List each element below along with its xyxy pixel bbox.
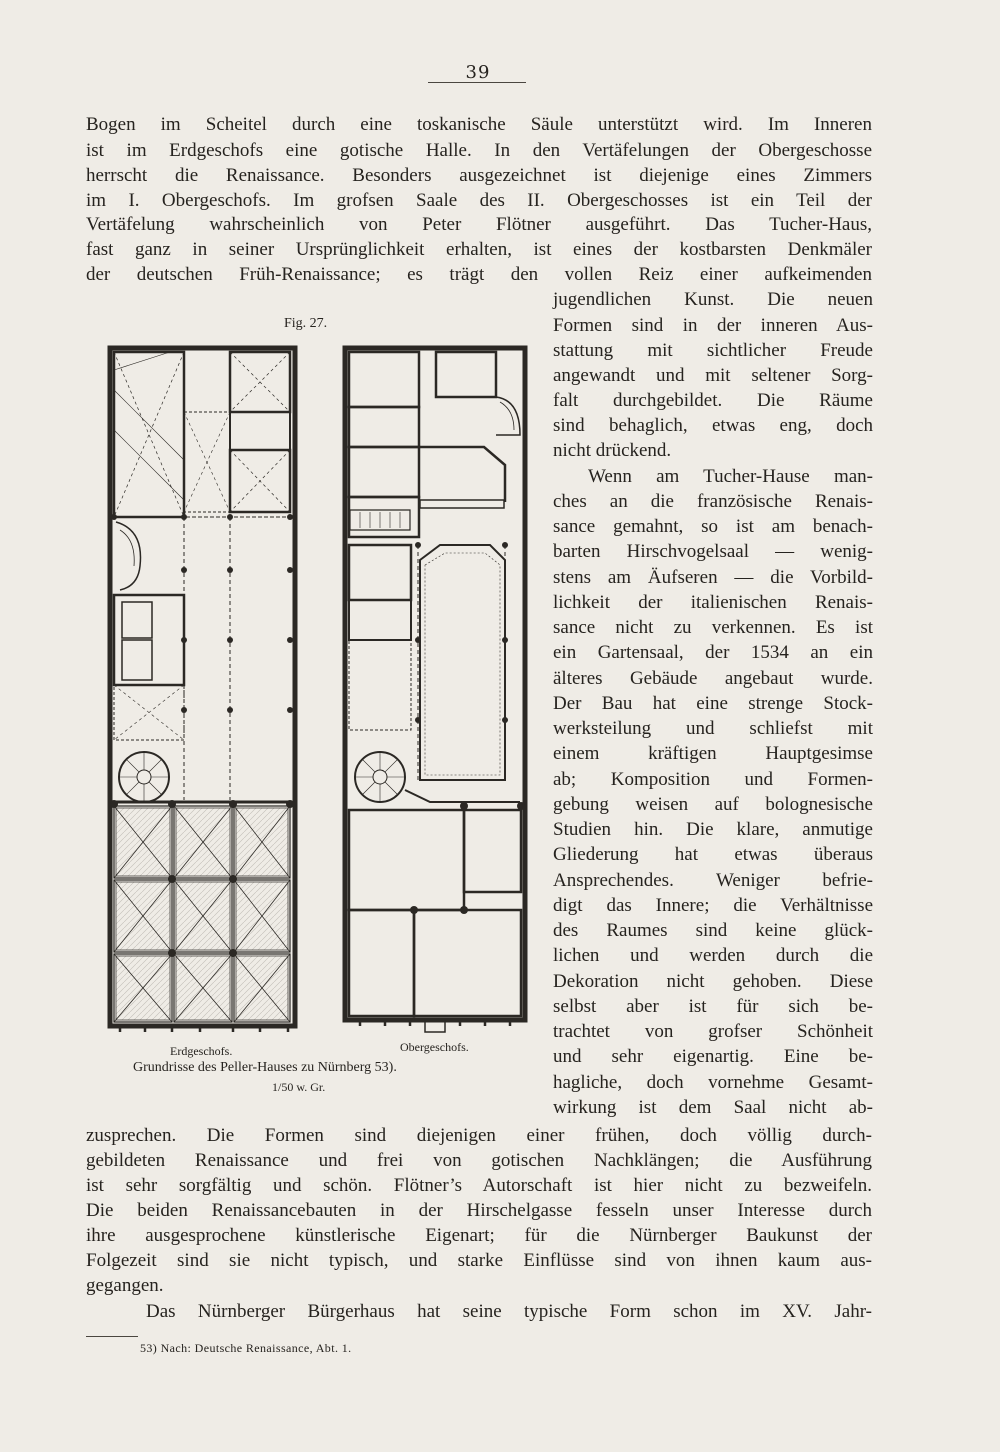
text-line: hagliche, doch vornehme Gesamt- <box>553 1072 873 1093</box>
text-line: stattung mit sichtlicher Freude <box>553 340 873 361</box>
text-line: älteres Gebäude angebaut wurde. <box>553 668 873 689</box>
text-line: einem kräftigen Hauptgesimse <box>553 743 873 764</box>
text-line: falt durchgebildet. Die Räume <box>553 390 873 411</box>
text-line: gebung weisen auf bolognesische <box>553 794 873 815</box>
text-line: trachtet von grofser Schönheit <box>553 1021 873 1042</box>
text-line: digt das Innere; die Verhältnisse <box>553 895 873 916</box>
page-number: 39 <box>465 62 491 83</box>
text-line: sance nicht zu verkennen. Es ist <box>553 617 873 638</box>
text-line: lichkeit der italienischen Renais- <box>553 592 873 613</box>
text-line: Gliederung hat etwas überaus <box>553 844 873 865</box>
text-line: sance gemahnt, so ist am benach- <box>553 516 873 537</box>
text-line: barten Hirschvogelsaal — wenig- <box>553 541 873 562</box>
footnote: 53) Nach: Deutsche Renaissance, Abt. 1. <box>140 1341 352 1355</box>
text-line: Folgezeit sind sie nicht typisch, und starke Einflüsse sind von ihnen kaum aus- <box>86 1250 872 1271</box>
text-line: lichen und werden durch die <box>553 945 873 966</box>
text-line: Ansprechendes. Weniger befrie- <box>553 870 873 891</box>
text-line: jugendlichen Kunst. Die neuen <box>553 289 873 310</box>
page-number-rule <box>428 82 526 83</box>
text-line: ist im Erdgeschofs eine gotische Halle. In den Vertäfelungen der Obergeschosse <box>86 140 872 161</box>
text-line: und sehr eigenartig. Eine be- <box>553 1046 873 1067</box>
text-line: ches an die französische Renais- <box>553 491 873 512</box>
figure-caption: Grundrisse des Peller-Hauses zu Nürnberg 53). <box>133 1060 397 1075</box>
text-line: ihre ausgesprochene künstlerische Eigenart; für die Nürnberger Baukunst der <box>86 1225 872 1246</box>
text-line: Bogen im Scheitel durch eine toskanische Säule unterstützt wird. Im Inneren <box>86 114 872 135</box>
text-line: Wenn am Tucher-Hause man- <box>588 466 873 487</box>
ground-floor-label: Erdgeschofs. <box>170 1044 233 1058</box>
figure-scale: 1/50 w. Gr. <box>272 1080 326 1094</box>
text-line: herrscht die Renaissance. Besonders ausgezeichnet ist diejenige eines Zimmers <box>86 165 872 186</box>
text-line: ist sehr sorgfältig und schön. Flötner’s Autorschaft ist hier nicht zu bezweifeln. <box>86 1175 872 1196</box>
floor-plans-figure <box>100 340 540 1040</box>
text-line: Dekoration nicht gehoben. Diese <box>553 971 873 992</box>
upper-floor-plan <box>345 348 525 1032</box>
text-line: fast ganz in seiner Ursprünglichkeit erhalten, ist eines der kostbarsten Denkmäler <box>86 239 872 260</box>
text-line: Das Nürnberger Bürgerhaus hat seine typische Form schon im XV. Jahr- <box>146 1301 872 1322</box>
text-line: des Raumes sind keine glück- <box>553 920 873 941</box>
text-line: ab; Komposition und Formen- <box>553 769 873 790</box>
text-line: gegangen. <box>86 1275 164 1296</box>
text-line: selbst aber ist für sich be- <box>553 996 873 1017</box>
text-line: Vertäfelung wahrscheinlich von Peter Flötner ausgeführt. Das Tucher-Haus, <box>86 214 872 235</box>
ground-floor-plan <box>110 348 295 1032</box>
text-line: angewandt und mit seltener Sorg- <box>553 365 873 386</box>
text-line: nicht drückend. <box>553 440 672 461</box>
text-line: Die beiden Renaissancebauten in der Hirschelgasse fesseln unser Interesse durch <box>86 1200 872 1221</box>
text-line: Studien hin. Die klare, anmutige <box>553 819 873 840</box>
text-line: im I. Obergeschofs. Im grofsen Saale des II. Obergeschosses ist ein Teil der <box>86 190 872 211</box>
text-line: zusprechen. Die Formen sind diejenigen einer frühen, doch völlig durch- <box>86 1125 872 1146</box>
footnote-rule <box>86 1336 138 1337</box>
text-line: stens am Äufseren — die Vorbild- <box>553 567 873 588</box>
upper-floor-label: Obergeschofs. <box>400 1040 469 1054</box>
text-line: gebildeten Renaissance und frei von gotischen Nachklängen; die Ausführung <box>86 1150 872 1171</box>
text-line: der deutschen Früh-Renaissance; es trägt den vollen Reiz einer aufkeimenden <box>86 264 872 285</box>
text-line: werksteilung und schliefst mit <box>553 718 873 739</box>
text-line: Formen sind in der inneren Aus- <box>553 315 873 336</box>
text-line: ein Gartensaal, der 1534 an ein <box>553 642 873 663</box>
text-line: Der Bau hat eine strenge Stock- <box>553 693 873 714</box>
text-line: wirkung ist dem Saal nicht ab- <box>553 1097 873 1118</box>
text-line: sind behaglich, etwas eng, doch <box>553 415 873 436</box>
figure-label: Fig. 27. <box>284 316 328 331</box>
